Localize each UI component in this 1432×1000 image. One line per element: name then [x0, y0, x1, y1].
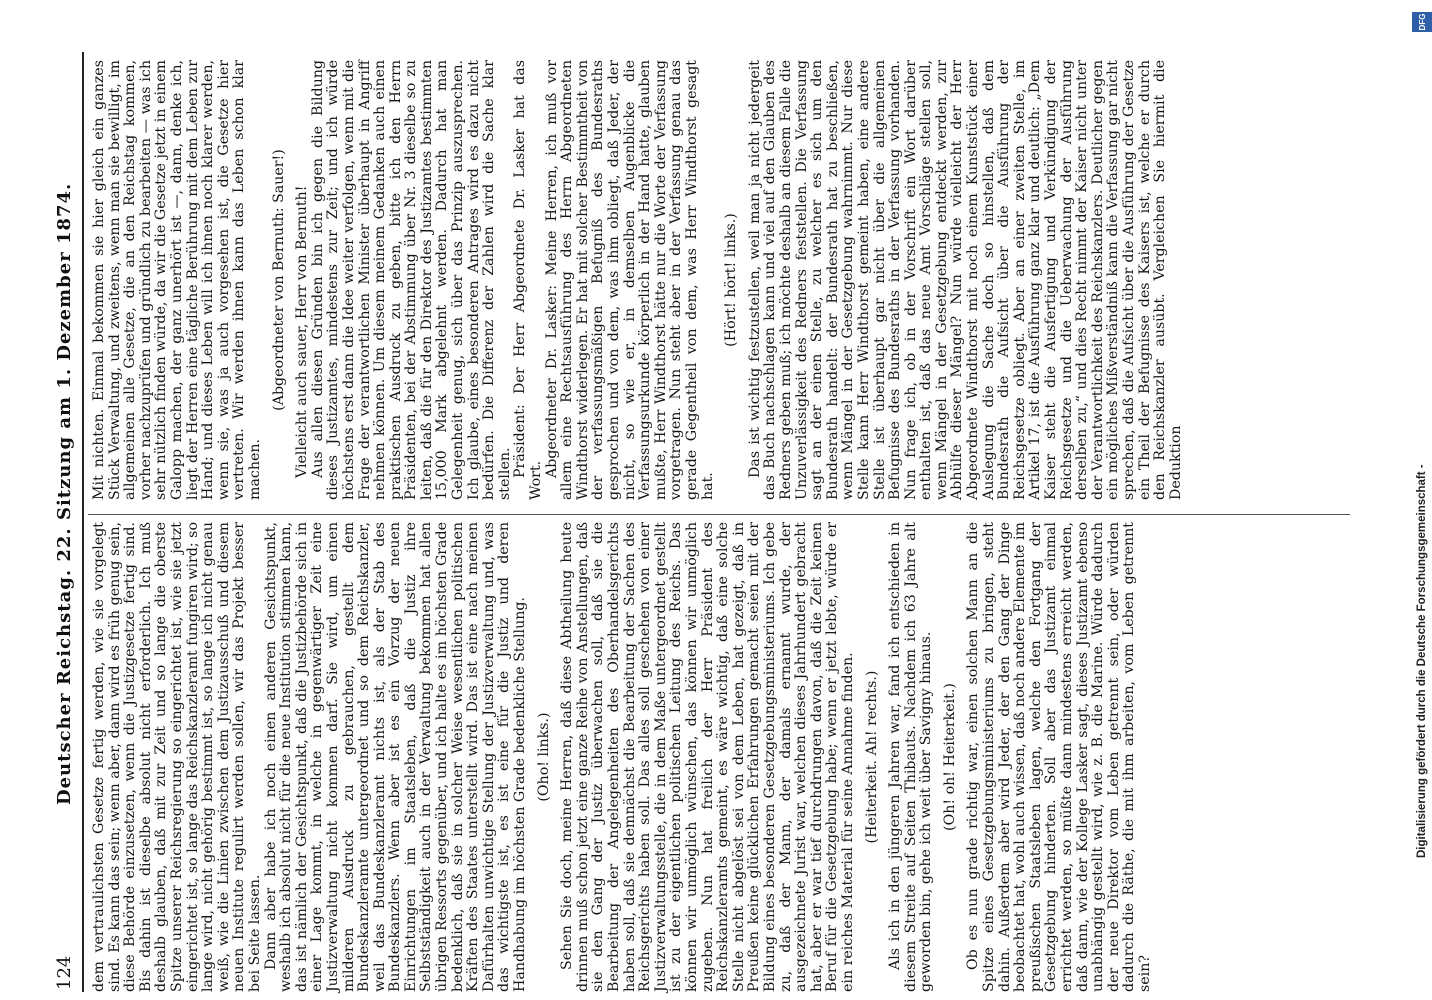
interjection: (Heiterkeit. Ah! rechts.)	[863, 670, 880, 844]
paragraph: Dann aber habe ich noch einen anderen Gesichtspunkt, weshalb ich absolut nicht für die neue Institution stimmen kann, das ist nämlich der Gesichtspunkt, daß die Justizbehörde sich in einer Lage kommt, in welche in gegenwärtiger Zeit eine Justizverwaltung nicht kommen darf. Sie wird, um einen milderen Ausdruck zu gebrauchen, gestellt dem Bundeskanzleramte untergeordnet und so dem Reichskanzler, weil das Bundeskanzleramt nichts ist, als der Stab des Bundeskanzlers. Wenn aber ist es ein Vorzug der neuen Einrichtungen im Staatsleben, daß die Justiz ihre Selbstständigkeit auch in der Verwaltung bekommen hat allen übrigen Ressorts gegenüber, und ich halte es im höchsten Grade bedenklich, daß sie in solcher Weise wesentlichen politischen Kräften des Staates unterstellt wird. Das ist eine nach meinen Dafürhalten unwichtige Stellung der Justizverwaltung und, was das wichtigste ist, es ist eine für die Justiz und deren Handhabung im höchsten Grade bedenkliche Stellung.	[262, 522, 529, 992]
speaker-paragraph: Präsident: Der Herr Abgeordnete Dr. Lasker hat das Wort.	[512, 60, 545, 500]
interjection: (Abgeordneter von Bernuth: Sauer!)	[270, 149, 287, 411]
text-column-2	[92, 60, 1352, 500]
interjection: (Oho! links.)	[535, 712, 552, 802]
column-divider	[88, 514, 1350, 515]
page-title: Deutscher Reichstag. 22. Sitzung am 1. Dezember 1874.	[54, 182, 75, 805]
speaker-paragraph: Abgeordneter Dr. Lasker: Meine Herren, ich muß vor allem eine Rechtsausführung des Herrn Abgeordneten Windthorst widerlegen. Er hat mit solcher Bestimmtheit von der verfassungsmäßigen Befugniß des Bundesraths gesprochen und von dem, was ihm obliegt, daß Jeder, der nicht, so wie er, in demselben Augenblicke die Verfassungsurkunde körperlich in der Hand hatte, glauben mußte, Herr Windthorst hätte nur die Worte der Verfassung vorgetragen. Nun steht aber in der Verfassung genau das gerade Gegentheil von dem, was Herr Windthorst gesagt hat.	[543, 60, 716, 500]
dfg-logo-badge: DFG	[1412, 12, 1432, 32]
header-rule	[82, 52, 84, 992]
paragraph: Vielleicht auch sauer, Herr von Bernuth!	[294, 185, 311, 478]
interjection: (Hört! hört! links.)	[723, 213, 740, 347]
paragraph: dem vertraulichsten Gesetze fertig werden, wie sie vorgelegt sind. Es kann das sein; wenn aber, dann wird es früh genug sein, diese Behörde einzusetzen, wenn die Justizgesetze fertig sind. Bis dahin ist dieselbe absolut nicht erforderlich. Ich muß deshalb glauben, daß mit zur Zeit und so lange die oberste Spitze unserer Reichsregierung so eingerichtet ist, wie sie jetzt eingerichtet ist, so lange das Reichskanzleramt fungiren wird; so lange wird, nicht gehörig bestimmt ist, so lange ich nicht genau weiß, wie die Linien zwischen dem Justizausschuß und diesem neuen Institute regulirt werden sollen, wir das Projekt besser bei Seite lassen.	[91, 522, 263, 992]
interjection: (Oh! oh! Heiterkeit.)	[941, 683, 958, 831]
digitization-note: Digitalisierung gefördert durch die Deutsche Forschungsgemeinschaft -	[1416, 464, 1428, 858]
page-number: 124	[54, 955, 75, 990]
text-column-1	[92, 522, 1352, 992]
paragraph: Ob es nun grade richtig war, einen solchen Mann an die Spitze eines Gesetzgebungsministeriums zu bringen, steht dahin. Außerdem aber wird Jeder, der den Gang der Dinge beobachtet hat, wohl auch wissen, daß noch andere Elemente im preußischen Staatsleben lagen, welche den Fortgang der Gesetzgebung hinderten. Soll aber das Justizamt einmal errichtet werden, so müßte dann mindestens erreicht werden, daß dann, wie der Kollege Lasker sagt, dieses Justizamt ebenso unabhängig gestellt wird, wie z. B. die Marine. Würde dadurch der neue Direktor vom Leben getrennt sein, oder würden dadurch die Räthe, die mit ihm arbeiten, vom Leben getrennt sein?	[965, 522, 1153, 992]
paragraph: Mit nichten. Einmal bekommen sie hier gleich ein ganzes Stück Verwaltung, und zweitens, wenn man sie bewilligt, im allgemeinen alle Gesetze, die an den Reichstag kommen, vorher nachzuprüfen und gründlich zu bearbeiten — was ich sehr nützlich finden würde, da wir die Gesetze jetzt in einem Galopp machen, der ganz unerhört ist —, dann, denke ich, liegt der Herren eine tägliche Berührung mit dem Leben zur Hand; und dieses Leben will ich ihnen noch klarer werden, wenn sie, was ja auch vorgesehen ist, die Gesetze hier vertreten. Wir werden ihnen kann das Leben schon klar machen.	[91, 60, 263, 500]
paragraph: Aus allen diesen Gründen bin ich gegen die Bildung dieses Justizamtes, mindestens zur Zeit; und ich würde höchstens erst dann die Idee weiter verfolgen, wenn mit die Frage der verantwortlichen Minister überhaupt in Angriff nehmen können. Um diesem meinem Gedanken auch einen praktischen Ausdruck zu geben, bitte ich den Herrn Präsidenten, bei der Abstimmung über Nr. 3 dieselbe so zu leiten, daß die für den Direktor des Justizamtes bestimmten 15,000 Mark abgelehnt werden. Dadurch hat man Gelegenheit genug, sich über das Prinzip auszusprechen. Ich glaube, eines besonderen Antrages wird es dazu nicht bedürfen. Die Differenz der Zahlen wird die Sache klar stellen.	[309, 60, 513, 500]
paragraph: Das ist wichtig festzustellen, weil man ja nicht jedergeit das Buch nachschlagen kann und viel auf den Glauben des Redners geben muß; ich möchte deshalb an diesem Falle die Unzuverlässigkeit des Redners feststellen. Die Verfassung sagt an der einen Stelle, zu welcher es sich um den Bundesrath handelt: der Bundesrath hat zu beschließen, wenn Mängel in der Gesetzgebung wahrnimmt. Nur diese Stelle kann Herr Windthorst gemeint haben, eine andere Stelle ist überhaupt gar nicht über die allgemeinen Befugnisse des Bundesraths in der Verfassung vorhanden. Nun frage ich, ob in der Vorschrift ein Wort darüber enthalten ist, daß das neue Amt Vorschläge stellen soll, wenn Mängel in der Gesetzgebung entdeckt werden, zur Abhülfe dieser Mängel? Nun würde vielleicht der Herr Abgeordnete Windthorst mit noch einem Kunststück einer Auslegung die Sache doch so hinstellen, daß dem Bundesrath die Aufsicht über die Ausführung der Reichsgesetze obliegt. Aber an einer zweiten Stelle, im Artikel 17, ist die Ausführung ganz klar und deutlich: „Dem Kaiser steht die Ausfertigung und Verkündigung der Reichsgesetze und die Ueberwachung der Ausführung derselben zu,“ und dies Recht nimmt der Kaiser nicht unter der Verantwortlichkeit des Reichskanzlers. Deutlicher gegen ein mögliches Mißverständniß kann die Verfassung gar nicht sprechen, daß die Aufsicht über die Ausführung der Gesetze ein Theil der Befugnisse des Kaisers ist, welche er durch den Reichskanzler ausübt. Vergleichen Sie hiermit die Deduktion	[746, 60, 1184, 500]
paragraph: Sehen Sie doch, meine Herren, daß diese Abtheilung heute drinnen muß schon jetzt eine ganze Reihe von Anstellungen, daß sie den Gang der Justiz überwachen soll, daß sie die Bearbeitung der Angelegenheiten des Oberhandelsgerichts haben soll, daß sie demnächst die Bearbeitung der Sachen des Reichsgerichts haben soll. Das alles soll geschehen von einer Justizverwaltungsstelle, die in dem Maße untergeordnet gestellt ist zu der eigentlichen politischen Leitung des Reichs. Das können wir unmöglich wünschen, das können wir unmöglich zugeben. Nun hat freilich der Herr Präsident des Reichskanzleramts gemeint, es wäre wichtig, daß eine solche Stelle nicht abgelöst sei von dem Leben, hat gezeigt, daß in Preußen keine glücklichen Erfahrungen gemacht seien mit der Bildung eines besonderen Gesetzgebungsministeriums. Ich gebe zu, daß der Mann, der damals ernannt wurde, der ausgezeichnete Jurist war, welchen dieses Jahrhundert gebracht hat, aber er war tief durchdrungen davon, daß die Zeit keinen Beruf für die Gesetzgebung habe; wenn er jetzt lebte, würde er ein reiches Material für seine Annahme finden.	[559, 522, 856, 992]
paragraph: Als ich in den jüngeren Jahren war, fand ich entschieden in diesem Streite auf Seiten Thibauts. Nachdem ich 63 Jahre alt geworden bin, gehe ich weit über Savigny hinaus.	[887, 522, 935, 992]
